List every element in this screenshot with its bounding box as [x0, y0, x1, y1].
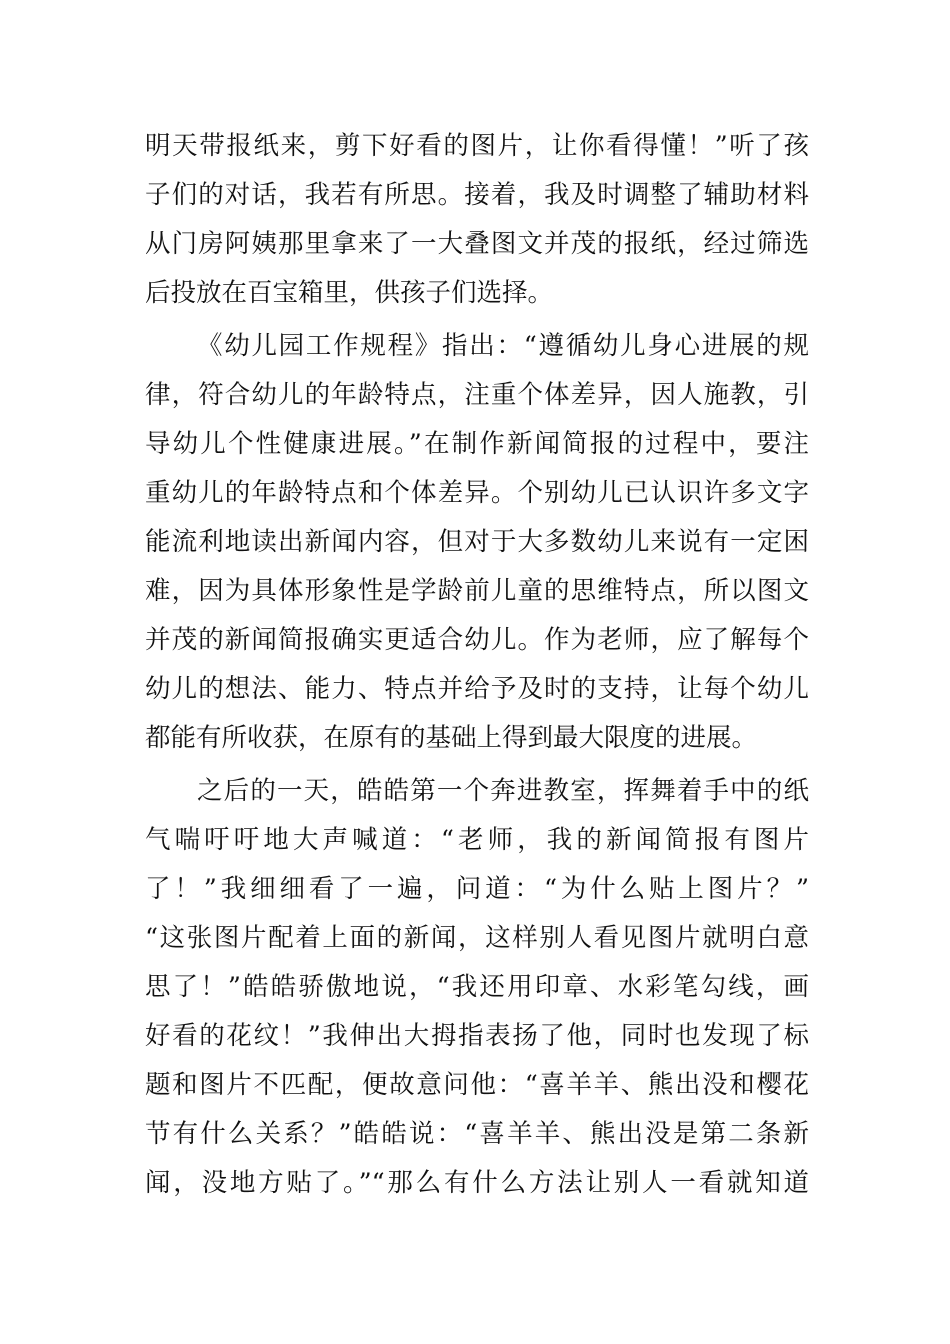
text-line: 明天带报纸来，剪下好看的图片，让你看得懂！”听了孩: [145, 131, 809, 161]
text-line: 难，因为具体形象性是学龄前儿童的思维特点，所以图文: [145, 576, 809, 606]
text-line: 导幼儿个性健康进展。”在制作新闻简报的过程中，要注: [145, 429, 809, 459]
text-line: “这张图片配着上面的新闻，这样别人看见图片就明白意: [145, 923, 809, 953]
text-line: 节有什么关系？”皓皓说：“喜羊羊、熊出没是第二条新: [145, 1119, 809, 1149]
text-line: 了！”我细细看了一遍，问道：“为什么贴上图片？”: [145, 874, 809, 904]
paragraph-3: [145, 767, 809, 1208]
text-line: 好看的花纹！”我伸出大拇指表扬了他，同时也发现了标: [145, 1021, 809, 1051]
paragraph-2: [145, 322, 809, 763]
text-line: 《幼儿园工作规程》指出：“遵循幼儿身心进展的规: [197, 331, 809, 361]
text-line: 能流利地读出新闻内容，但对于大多数幼儿来说有一定困: [145, 527, 809, 557]
text-line: 都能有所收获，在原有的基础上得到最大限度的进展。: [145, 723, 758, 753]
text-line: 重幼儿的年龄特点和个体差异。个别幼儿已认识许多文字: [145, 478, 809, 508]
text-line: 从门房阿姨那里拿来了一大叠图文并茂的报纸，经过筛选: [145, 229, 809, 259]
text-line: 后投放在百宝箱里，供孩子们选择。: [145, 278, 554, 308]
text-line: 闻，没地方贴了。”“那么有什么方法让别人一看就知道: [145, 1168, 809, 1198]
text-line: 之后的一天，皓皓第一个奔进教室，挥舞着手中的纸: [197, 776, 809, 806]
text-line: 子们的对话，我若有所思。接着，我及时调整了辅助材料: [145, 180, 809, 210]
text-line: 气喘吁吁地大声喊道：“老师，我的新闻简报有图片: [145, 825, 809, 855]
paragraph-1: [145, 122, 809, 318]
text-line: 题和图片不匹配，便故意问他：“喜羊羊、熊出没和樱花: [145, 1070, 809, 1100]
text-line: 律，符合幼儿的年龄特点，注重个体差异，因人施教，引: [145, 380, 809, 410]
text-line: 并茂的新闻简报确实更适合幼儿。作为老师，应了解每个: [145, 625, 809, 655]
text-line: 幼儿的想法、能力、特点并给予及时的支持，让每个幼儿: [145, 674, 809, 704]
body-text: [145, 122, 809, 1208]
text-line: 思了！”皓皓骄傲地说，“我还用印章、水彩笔勾线，画: [145, 972, 809, 1002]
